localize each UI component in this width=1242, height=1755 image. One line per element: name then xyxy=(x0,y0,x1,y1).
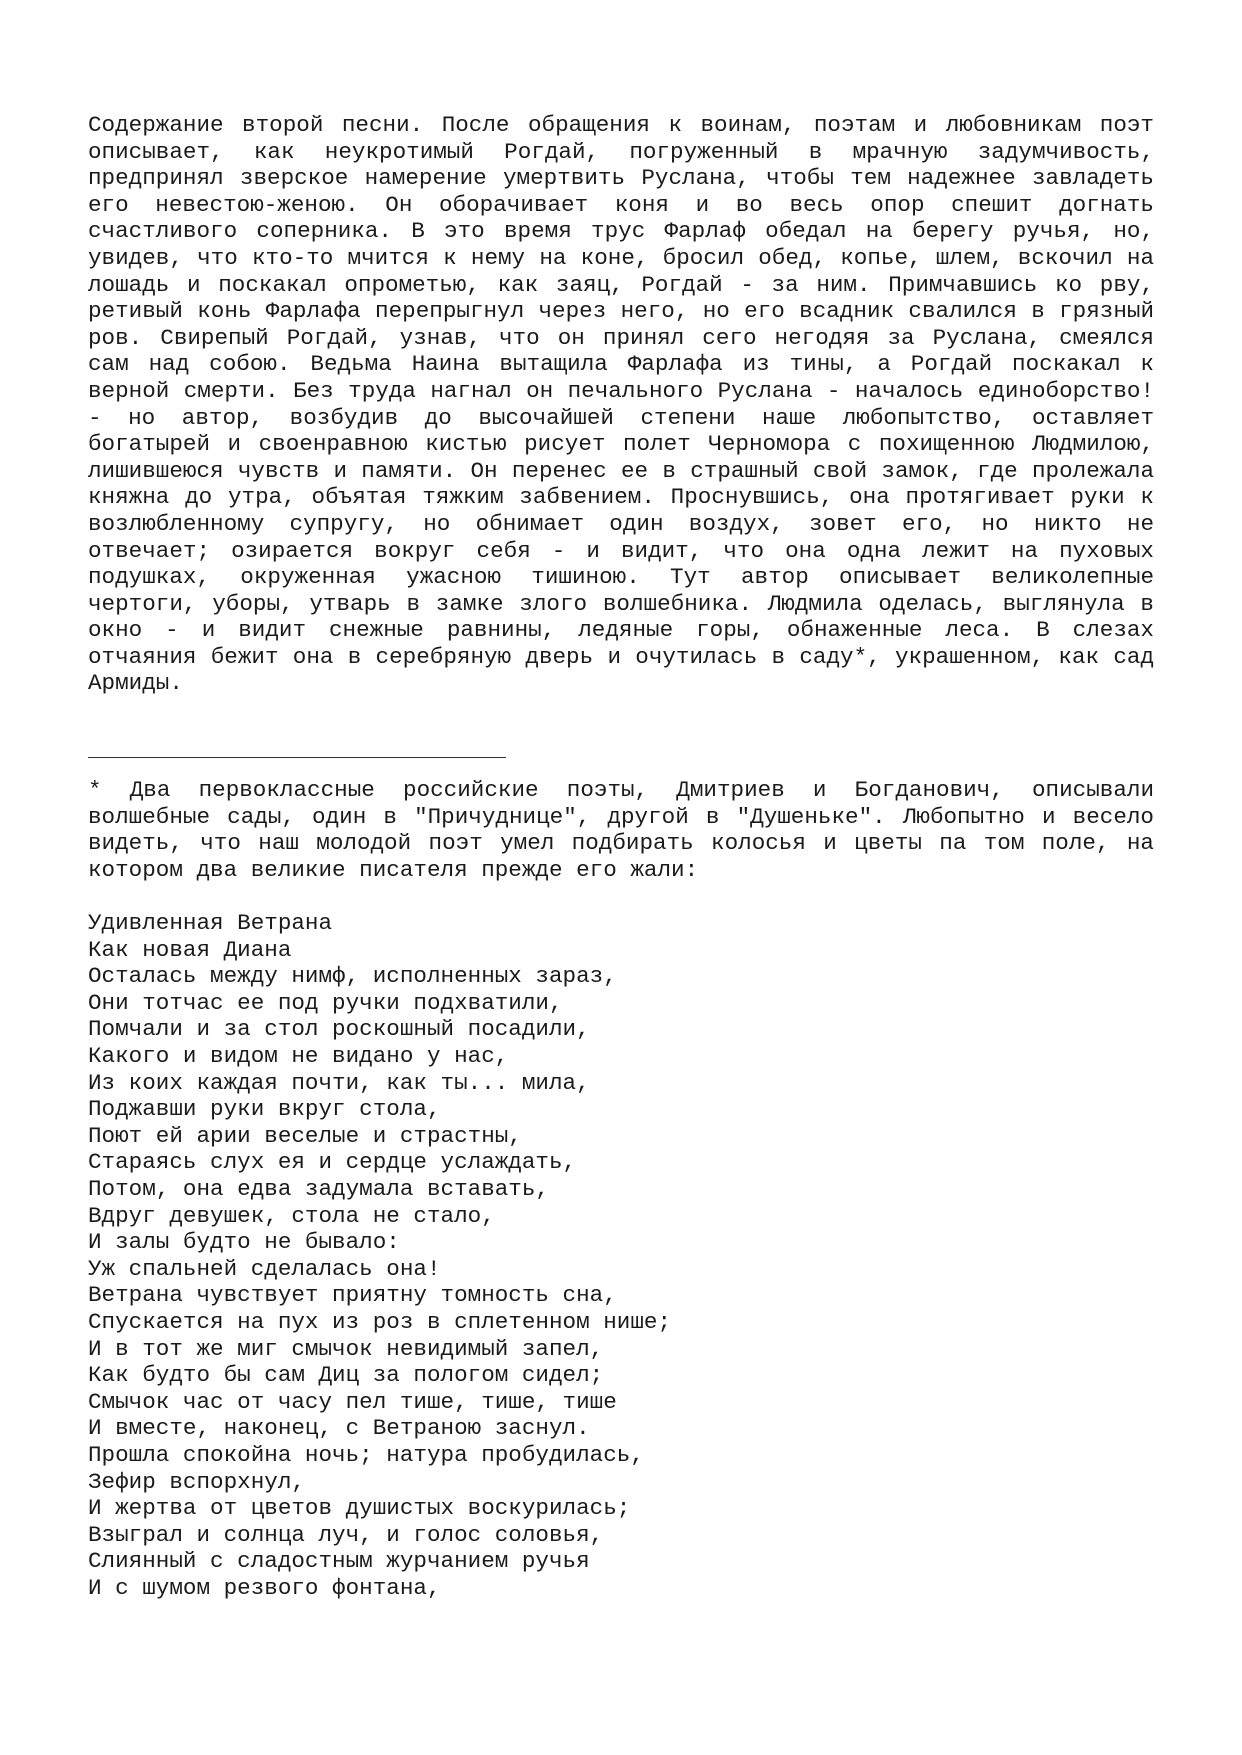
poem-line: Какого и видом не видано у нас, xyxy=(88,1043,509,1069)
poem-quote xyxy=(88,910,1154,1601)
poem-line: Помчали и за стол роскошный посадили, xyxy=(88,1016,590,1043)
poem-line: Стараясь слух ея и сердце услаждать, xyxy=(88,1149,577,1176)
summary-paragraph: Содержание второй песни. После обращения к воинам, поэтам и любовникам поэт описывает, как неукротимый Рогдай, погруженный в мрачную задумчивость, предпринял зверское намерение умертвить Руслана, чтобы тем надежнее завладеть его невестою-женою. Он оборачивает коня и во весь опор спешит догнать счастливого соперника. В это время трус Фарлаф обедал на берегу ручья, но, увидев, что кто-то мчится к нему на коне, бросил обед, копье, шлем, вскочил на лошадь и поскакал опрометью, как заяц, Рогдай - за ним. Примчавшись ко рву, ретивый конь Фарлафа перепрыгнул через него, но его всадник свалился в грязный ров. Свирепый Рогдай, узнав, что он принял сего негодяя за Руслана, смеялся сам над собою. Ведьма Наина вытащила Фарлафа из тины, а Рогдай поскакал к верной смерти. Без труда нагнал он печального Руслана - началось единоборство! - но автор, возбудив до высочайшей степени наше любопытство, оставляет богатырей и своенравною кистью рисует полет Черномора с похищенною Людмилою, лишившеюся чувств и памяти. Он перенес ее в страшный свой замок, где пролежала княжна до утра, объятая тяжким забвением. Проснувшись, она протягивает руки к возлюбленному супругу, но обнимает один воздух, зовет его, но никто не отвечает; озирается вокруг себя - и видит, что она одна лежит на пуховых подушках, окруженная ужасною тишиною. Тут автор описывает великолепные чертоги, уборы, утварь в замке злого волшебника. Людмила оделась, выглянула в окно - и видит снежные равнины, ледяные горы, обнаженные леса. В слезах отчаяния бежит она в серебряную дверь и очутилась в саду*, украшенном, как сад Армиды. xyxy=(88,112,1154,697)
poem-line: Как новая Диана xyxy=(88,936,292,963)
poem-line: Спускается на пух из роз в сплетенном нише; xyxy=(88,1308,672,1335)
poem-line: Уж спальней сделалась она! xyxy=(88,1255,441,1282)
poem-line: И в тот же миг смычок невидимый запел, xyxy=(88,1335,604,1362)
poem-line: Зефир вспорхнул, xyxy=(88,1468,305,1495)
poem-line: И жертва от цветов душистых воскурилась; xyxy=(88,1495,631,1522)
footnote-paragraph: * Два первоклассные российские поэты, Дмитриев и Богданович, описывали волшебные сады, один в "Причуднице", другой в "Душеньке". Любопытно и весело видеть, что наш молодой поэт умел подбирать колосья и цветы па том поле, на котором два великие писателя прежде его жали: xyxy=(88,777,1154,883)
poem-line: Они тотчас ее под ручки подхватили, xyxy=(88,989,563,1016)
footnote-separator xyxy=(88,757,506,758)
poem-line: Из коих каждая почти, как ты... мила, xyxy=(88,1069,590,1096)
poem-line: Слиянный с сладостным журчанием ручья xyxy=(88,1548,590,1575)
poem-line: И залы будто не бывало: xyxy=(88,1229,400,1256)
poem-line: Взыграл и солнца луч, и голос соловья, xyxy=(88,1521,604,1548)
poem-line: Осталась между нимф, исполненных зараз, xyxy=(88,963,617,990)
poem-line: Прошла спокойна ночь; натура пробудилась, xyxy=(88,1441,644,1468)
document-page xyxy=(88,112,1154,1601)
poem-line: И с шумом резвого фонтана, xyxy=(88,1574,441,1601)
poem-line: Потом, она едва задумала вставать, xyxy=(88,1175,549,1202)
poem-line: Ветрана чувствует приятну томность сна, xyxy=(88,1282,617,1309)
poem-line: Поют ей арии веселые и страстны, xyxy=(88,1122,522,1149)
poem-line: Поджавши руки вкруг стола, xyxy=(88,1096,441,1123)
poem-line: И вместе, наконец, с Ветраною заснул. xyxy=(88,1415,590,1442)
poem-line: Как будто бы сам Диц за пологом сидел; xyxy=(88,1362,604,1389)
poem-line: Вдруг девушек, стола не стало, xyxy=(88,1202,495,1229)
poem-line: Удивленная Ветрана xyxy=(88,910,333,937)
poem-line: Смычок час от часу пел тише, тише, тише xyxy=(88,1388,617,1415)
